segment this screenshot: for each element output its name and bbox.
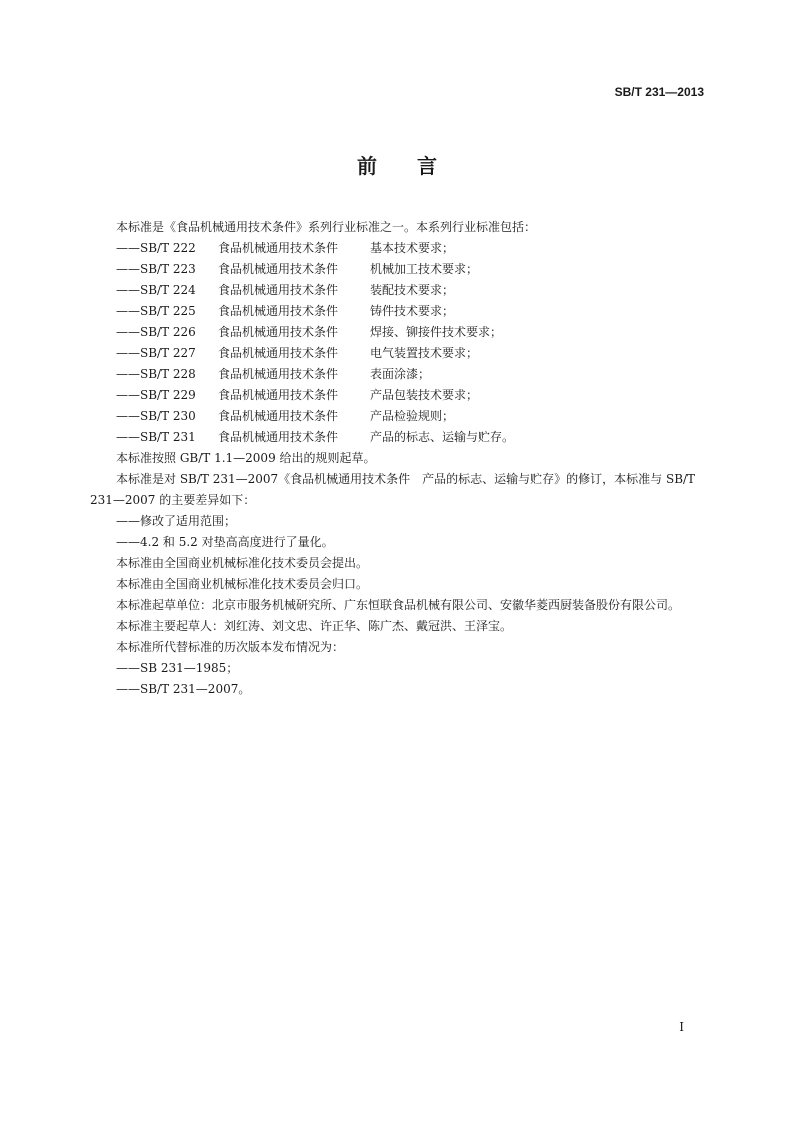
list-item [90, 343, 704, 364]
list-item [90, 301, 704, 322]
series-name: 食品机械通用技术条件 [218, 304, 339, 318]
foreword-body [90, 217, 704, 700]
series-name: 食品机械通用技术条件 [218, 367, 339, 381]
managed-by: 本标准由全国商业机械标准化技术委员会归口。 [116, 577, 369, 591]
standard-code-item: ——SB/T 222 [116, 241, 196, 255]
standard-code-item: ——SB/T 226 [116, 325, 196, 339]
drafters: 本标准主要起草人：刘红涛、刘文忠、许正华、陈广杰、戴冠洪、王泽宝。 [116, 619, 513, 633]
part-name: 焊接、铆接件技术要求； [370, 325, 503, 339]
part-name: 基本技术要求； [370, 241, 455, 255]
standard-code-item: ——SB/T 228 [116, 367, 196, 381]
drafting-units: 本标准起草单位：北京市服务机械研究所、广东恒联食品机械有限公司、安徽华菱西厨装备股份有限公司。 [116, 598, 681, 612]
standard-code-item: ——SB/T 229 [116, 388, 196, 402]
list-item [90, 406, 704, 427]
revision-note: 本标准是对 SB/T 231—2007《食品机械通用技术条件 产品的标志、运输与贮存》的修订，本标准与 SB/T 231—2007 的主要差异如下： [90, 472, 696, 507]
history-intro: 本标准所代替标准的历次版本发布情况为： [116, 640, 345, 654]
series-name: 食品机械通用技术条件 [218, 241, 339, 255]
part-name: 机械加工技术要求； [370, 262, 479, 276]
list-item: ——SB 231—1985； [116, 661, 239, 675]
intro-paragraph: 本标准是《食品机械通用技术条件》系列行业标准之一。本系列行业标准包括： [116, 220, 537, 234]
history-list [90, 658, 704, 700]
standard-code-item: ——SB/T 231 [116, 430, 196, 444]
part-name: 铸件技术要求； [370, 304, 455, 318]
standard-code-item: ——SB/T 224 [116, 283, 196, 297]
list-item [90, 385, 704, 406]
series-name: 食品机械通用技术条件 [218, 430, 339, 444]
standard-code-item: ——SB/T 227 [116, 346, 196, 360]
part-name: 产品包装技术要求； [370, 388, 479, 402]
standard-code: SB/T 231—2013 [614, 85, 704, 99]
part-name: 产品检验规则； [370, 409, 455, 423]
list-item [90, 238, 704, 259]
standard-code-item: ——SB/T 230 [116, 409, 196, 423]
list-item [90, 322, 704, 343]
drafting-rule: 本标准按照 GB/T 1.1—2009 给出的规则起草。 [116, 451, 376, 465]
list-item [90, 364, 704, 385]
series-name: 食品机械通用技术条件 [218, 262, 339, 276]
series-name: 食品机械通用技术条件 [218, 283, 339, 297]
part-name: 电气装置技术要求； [370, 346, 479, 360]
list-item [90, 427, 704, 448]
changes-list [90, 511, 704, 553]
part-name: 装配技术要求； [370, 283, 455, 297]
list-item: ——SB/T 231—2007。 [116, 682, 251, 696]
list-item: ——4.2 和 5.2 对垫高高度进行了量化。 [116, 535, 334, 549]
proposed-by: 本标准由全国商业机械标准化技术委员会提出。 [116, 556, 369, 570]
series-name: 食品机械通用技术条件 [218, 409, 339, 423]
series-list [90, 238, 704, 448]
page-number: I [679, 1020, 684, 1034]
series-name: 食品机械通用技术条件 [218, 325, 339, 339]
list-item [90, 259, 704, 280]
series-name: 食品机械通用技术条件 [218, 388, 339, 402]
part-name: 产品的标志、运输与贮存。 [370, 430, 515, 444]
series-name: 食品机械通用技术条件 [218, 346, 339, 360]
standard-code-item: ——SB/T 223 [116, 262, 196, 276]
list-item [90, 280, 704, 301]
page-title: 前言 [357, 154, 477, 178]
standard-code-item: ——SB/T 225 [116, 304, 196, 318]
part-name: 表面涂漆； [370, 367, 431, 381]
list-item: ——修改了适用范围； [116, 514, 237, 528]
